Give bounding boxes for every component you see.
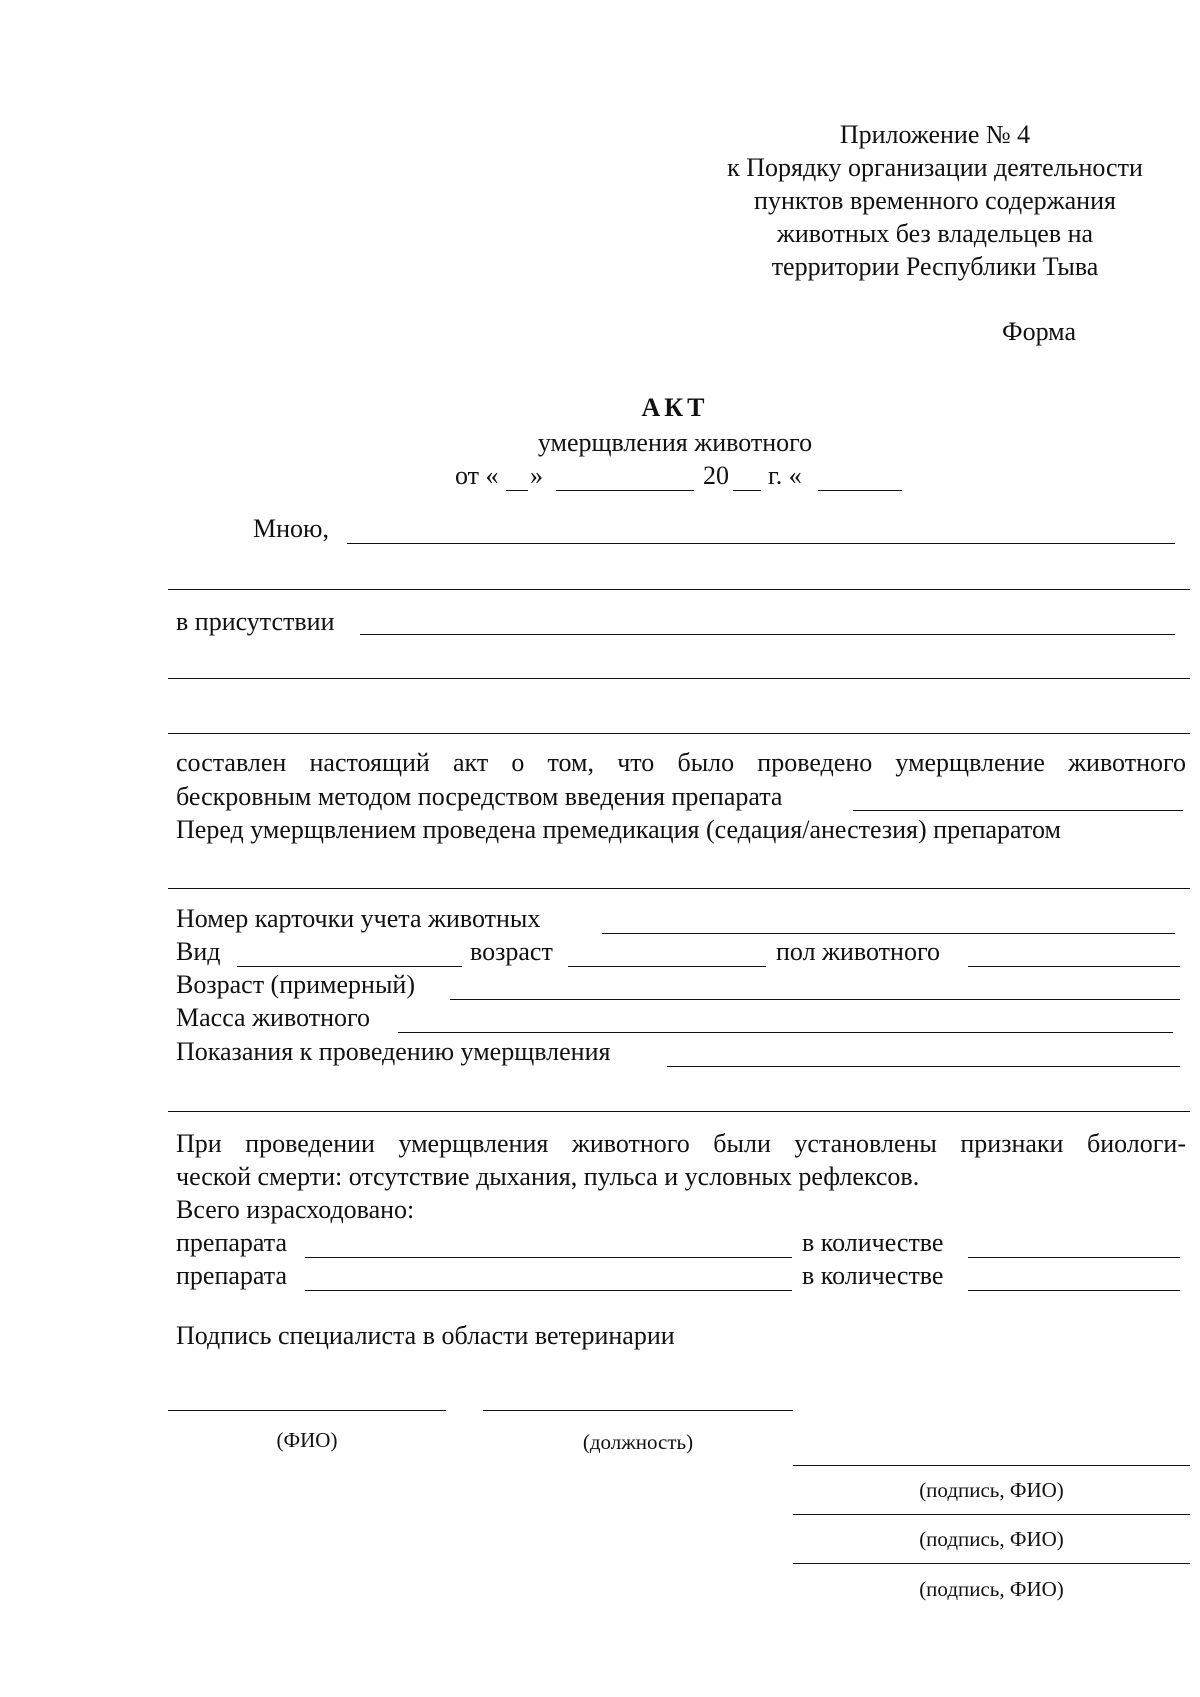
death-signs-line-2: ческой смерти: отсутствие дыхания, пульса и условных рефлексов.	[176, 1162, 920, 1191]
signature-2-field[interactable]	[793, 1514, 1190, 1515]
by-me-field[interactable]	[347, 543, 1175, 544]
death-signs-line-1: При проведении умерщвления животного были установлены признаки биологи-	[176, 1129, 1186, 1158]
approx-age-label: Возраст (примерный)	[176, 970, 415, 999]
date-year-prefix: 20	[703, 461, 729, 490]
mass-field[interactable]	[398, 1032, 1173, 1033]
drug-2-field[interactable]	[305, 1290, 792, 1291]
in-presence-field[interactable]	[360, 634, 1175, 635]
mass-label: Масса животного	[176, 1003, 371, 1032]
card-number-field[interactable]	[602, 933, 1175, 934]
approx-age-field[interactable]	[450, 999, 1180, 1000]
document-subtitle: умерщвления животного	[537, 428, 813, 457]
appendix-line-2: к Порядку организации деятельности	[727, 153, 1143, 182]
date-month-field[interactable]	[556, 490, 694, 491]
form-label: Форма	[1002, 317, 1076, 346]
by-me-field-continued[interactable]	[168, 589, 1190, 590]
drug-1-field[interactable]	[305, 1257, 792, 1258]
vet-signature-label: Подпись специалиста в области ветеринарии	[176, 1321, 675, 1350]
sex-field[interactable]	[968, 966, 1180, 967]
fio-caption: (ФИО)	[276, 1428, 338, 1452]
in-presence-field-continued-1[interactable]	[168, 678, 1190, 679]
sex-label: пол животного	[776, 937, 940, 966]
in-presence-field-continued-2[interactable]	[168, 733, 1190, 734]
date-close-quote: »	[530, 461, 543, 490]
signature-1-field[interactable]	[793, 1465, 1190, 1466]
signature-1-caption: (подпись, ФИО)	[919, 1478, 1064, 1502]
age-field[interactable]	[568, 966, 766, 967]
total-used-label: Всего израсходовано:	[176, 1195, 415, 1224]
by-me-label: Мною,	[253, 514, 329, 543]
quantity-2-label: в количестве	[802, 1261, 944, 1290]
document-title: АКТ	[641, 393, 709, 422]
date-extra-field[interactable]	[818, 490, 902, 491]
position-caption: (должность)	[582, 1430, 694, 1454]
appendix-line-1: Приложение № 4	[839, 120, 1031, 149]
quantity-1-field[interactable]	[968, 1257, 1180, 1258]
date-year-suffix: г. «	[768, 461, 802, 490]
species-label: Вид	[176, 937, 221, 966]
age-label: возраст	[470, 937, 553, 966]
premedication-label: Перед умерщвлением проведена премедикация (седация/анестезия) препаратом	[176, 815, 1061, 844]
premedication-field[interactable]	[168, 888, 1190, 889]
date-from-label: от «	[455, 461, 499, 490]
signature-3-caption: (подпись, ФИО)	[919, 1577, 1064, 1601]
quantity-1-label: в количестве	[802, 1228, 944, 1257]
vet-fio-field[interactable]	[168, 1410, 446, 1411]
quantity-2-field[interactable]	[968, 1290, 1180, 1291]
act-statement-line-1: составлен настоящий акт о том, что было проведено умерщвление животного	[176, 748, 1186, 777]
drug-2-label: препарата	[176, 1261, 287, 1290]
card-number-label: Номер карточки учета животных	[176, 904, 541, 933]
drug-1-label: препарата	[176, 1228, 287, 1257]
appendix-line-5: территории Республики Тыва	[771, 252, 1099, 281]
indications-field-continued[interactable]	[168, 1111, 1190, 1112]
signature-2-caption: (подпись, ФИО)	[919, 1527, 1064, 1551]
in-presence-label: в присутствии	[176, 607, 335, 636]
date-year-field[interactable]	[733, 490, 761, 491]
indications-label: Показания к проведению умерщвления	[176, 1037, 611, 1066]
drug-field[interactable]	[853, 810, 1183, 811]
species-field[interactable]	[237, 966, 462, 967]
signature-3-field[interactable]	[793, 1563, 1190, 1564]
date-day-field[interactable]	[506, 490, 528, 491]
indications-field[interactable]	[667, 1066, 1180, 1067]
appendix-header	[690, 118, 1180, 283]
act-statement-line-2: бескровным методом посредством введения препарата	[176, 782, 783, 811]
vet-position-field[interactable]	[483, 1410, 793, 1411]
appendix-line-3: пунктов временного содержания	[754, 186, 1116, 215]
appendix-line-4: животных без владельцев на	[776, 219, 1094, 248]
